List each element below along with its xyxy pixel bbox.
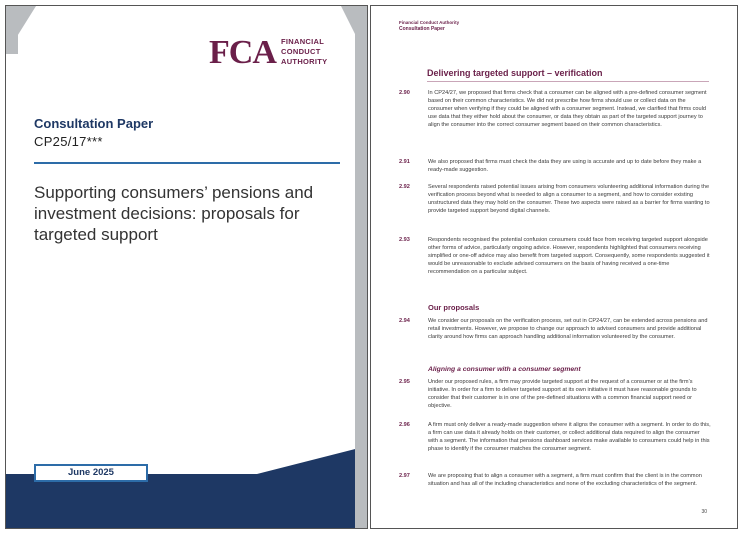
cover-navy-wedge	[257, 446, 367, 474]
subheading-aligning: Aligning a consumer with a consumer segment	[428, 366, 581, 373]
paragraph-text: We are proposing that to align a consumer with a segment, a firm must confirm that the client is in the common situation and has all of the including characteristics and none of the excluding characteristics of the segment.	[428, 473, 702, 487]
cover-date-badge: June 2025	[34, 464, 148, 482]
paragraph-number: 2.94	[399, 318, 410, 324]
fca-logo-words	[281, 37, 327, 67]
paragraph	[399, 473, 711, 489]
cover-divider	[34, 162, 340, 164]
paragraph-text: Under our proposed rules, a firm may provide targeted support at the request of a consumer or at the firm’s initiative. In order for a firm to deliver targeted support at its own initiative it must have reasonable grounds to consider that their customer is in one of the pre-defined situations with a common financial support need or objective.	[428, 379, 697, 409]
section-heading: Delivering targeted support – verification	[427, 68, 603, 78]
paragraph-text: A firm must only deliver a ready-made suggestion where it aligns the consumer with a segment. In order to do this, a firm can use data it already holds on their customer, or collect additional data required to align the consumer with a segment. The information that pensions dashboard services make available to consumers could help in this phase to identify if the consumer matches the consumer segment.	[428, 422, 711, 452]
subheading-our-proposals: Our proposals	[428, 303, 480, 312]
running-header-doc: Consultation Paper	[399, 26, 445, 32]
page-number: 30	[701, 509, 707, 515]
cover-navy-band	[6, 474, 367, 528]
paragraph-number: 2.93	[399, 237, 410, 243]
paragraph-text: In CP24/27, we proposed that firms check that a consumer can be aligned with a pre-defined consumer segment based on their common characteristics. We did not prescribe how firms should use or collect data on the consumer when verifying if they could be aligned with a consumer segment. Instead, we clarified that firms could use data that they either hold about the consumer, or data they obtain as part of the targeted support journey to align the consumer into the correct consumer segment based on their common characteristics.	[428, 90, 707, 128]
paragraph-number: 2.96	[399, 422, 410, 428]
cover-gray-corner	[355, 446, 367, 528]
paragraph-number: 2.91	[399, 159, 410, 165]
paragraph-text: We also proposed that firms must check the data they are using is accurate and up to date before they make a ready-made suggestion.	[428, 159, 702, 173]
running-header-org: Financial Conduct Authority	[399, 20, 460, 25]
cover-gray-wedge-right	[341, 6, 367, 58]
paragraph-number: 2.97	[399, 473, 410, 479]
paragraph-text: Several respondents raised potential issues arising from consumers volunteering additional information during the verification process beyond what is needed to align a consumer to a segment, and how to consider existing unstructured data they may hold on the consumer. These two aspects were raised as a barrier for firms wanting to provide targeted support beyond digital channels.	[428, 184, 710, 214]
logo-word-conduct: CONDUCT	[281, 47, 321, 56]
logo-word-financial: FINANCIAL	[281, 37, 325, 46]
section-divider	[427, 81, 709, 82]
paragraph	[399, 159, 711, 175]
paragraph	[399, 90, 711, 130]
paragraph-text: We consider our proposals on the verification process, set out in CP24/27, can be extended across pensions and retail investments. However, we propose to change our approach to advised consumers and provide additional clarity around how firms can approach handling additional information volunteered by the consumer.	[428, 318, 708, 340]
paragraph-number: 2.90	[399, 90, 410, 96]
paragraph	[399, 422, 711, 454]
cover-page	[5, 5, 368, 529]
content-page	[370, 5, 738, 529]
cover-doc-type: Consultation Paper	[34, 116, 154, 131]
paragraph	[399, 237, 711, 277]
paragraph-text: Respondents recognised the potential confusion consumers could face from receiving targeted support alongside other forms of advice, particularly ongoing advice. However, respondents highlighted that consumers receiving simplified or one-off advice may also benefit from targeted support. Consequently, some respondents suggested it would be unreasonable to exclude advised consumers on the basis of having received a one-time recommendation on a particular subject.	[428, 237, 710, 275]
fca-logo	[209, 33, 329, 73]
cover-gray-wedge-top	[6, 6, 36, 54]
paragraph-number: 2.92	[399, 184, 410, 190]
cover-title: Supporting consumers’ pensions and investment decisions: proposals for targeted support	[34, 183, 314, 244]
logo-word-authority: AUTHORITY	[281, 57, 328, 66]
paragraph	[399, 379, 711, 411]
paragraph	[399, 184, 711, 216]
fca-logo-mark: FCA	[209, 34, 276, 71]
paragraph	[399, 318, 711, 342]
cover-doc-reference: CP25/17***	[34, 134, 103, 149]
paragraph-number: 2.95	[399, 379, 410, 385]
